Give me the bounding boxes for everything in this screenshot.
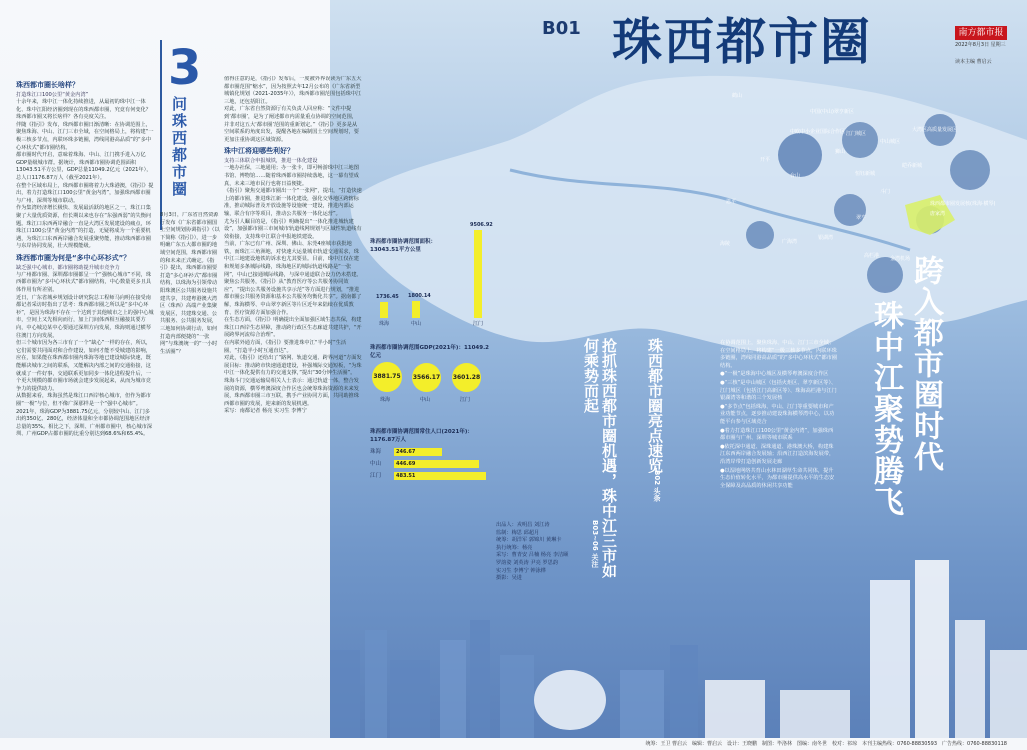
highlight-bullet: ●“多节点”包括珠海、中山、江门等重要城市和产业功能节点，逐步推动建设珠海横琴湾中心，以功能平台参与区域竞合 [720,403,835,425]
headline-guanzhu: 抢抓珠西都市圈机遇，珠中江三市如何乘势而起 [582,338,618,578]
map-label: 珠西都市圈发展核(珠海·横琴) [930,201,996,207]
chart-3-bar: 483.51 [394,472,486,480]
chart-3-bar: 446.69 [394,460,479,468]
chart-3-row [370,460,492,468]
chart-3-bar: 246.67 [394,448,442,456]
lead-column [160,212,220,572]
question-2-subheading: 缺乏强中心城市，都市圈将助提升城市竞争力 [16,264,120,271]
map-label: 唐家湾 [930,211,946,217]
map-label: 中欧中小企业国际合作区 [790,129,846,135]
page-number: B01 [542,18,581,39]
map-label: 狮山 [835,149,846,155]
credit-line: 出品人：戎明昌 刘江涛 [496,522,550,528]
paragraph: 一地办社保，三地通用；办一张卡，即可畅游珠中江三地图书馆、博物馆……随着珠西都市圈持续落地，这一幕有望成真，未来三地市民行也将日益便捷。 [224,165,359,187]
chart-3-category: 珠海 [370,449,382,455]
map-label: 恩平 [726,199,737,205]
map-label: 皑乔新城 [902,163,923,169]
page-footer [0,738,1027,750]
chart-2-circle: 3601.28 [452,363,481,392]
feature-badge-number: 3 [168,40,202,96]
highlights-text [720,340,838,491]
paragraph: 对此，《指引》还给出了“路网、轨道交通、跨界河道”方面发展目标：推动跨市快速通道建设，补强城际交通短板，“为珠中江一体化提供有力的交通支撑，”提出“30分钟生活圈”。 [224,355,362,377]
chart-2-title: 珠西都市圈协调范围GDP(2021年)：11049.2亿元 [370,345,489,359]
map-label: 海陵 [720,241,731,247]
headline-guanzhu-tag: B03~06 关注 [591,520,599,568]
paragraph: 珠海斗门交通运输局相关人士表示：通过轨道一体，整合发展的资源，横琴粤澳深度合作区也会统筹珠海资源的未来发展，珠西都市圈三市互联，携手产业协同方面，共同助推珠西都市圈的发展，迎来新的发展机遇。 [224,377,359,407]
chart-1-bar [474,230,482,318]
article-column-1 [16,78,154,736]
node-circle [778,133,822,177]
chart-2-circle: 3566.17 [412,363,441,392]
chart-2-category: 江门 [460,397,471,403]
node-circle [950,150,990,190]
node-circle [746,221,774,249]
paragraph: 十余年来，珠中江一体化持续推进，从最初的珠中江一体化、珠中江阳经济圈到现在的珠西都市圈，究竟有何变化？珠西都市圈又将长啥样？各有亮度关注。 [16,99,151,121]
paragraph: 伴随《指引》发布，珠西都市圈日渐清晰：在协调范围上，聚焦珠海、中山、江门三市全域，在空间格局上，将构建“一极三核多节点，内联环珠多链圈，湾线同港高品质”的“多中心环状式”都市圈结构。 [16,121,154,151]
paragraph: 当前，广东已有广州、深圳、佛山、东莞4座城市获批地铁，而珠江三角洲地，对快速大运量城市轨道交通需求，珠中江三地建设地铁的诉求也尤其要显。目前，珠中江仅在建和规划多条城际线路，珠海地区的城际轨道线路是“一张网”，中山已接通城际线路，与深中通道联合设力仍未搭建。 [224,241,362,278]
byline: 采写：南都记者 杨亮 实习生 李博宁 [224,408,307,415]
chart-2-category: 珠海 [380,397,391,403]
credit-line: 罗韵姿 刘英涛 尹亮 罗思韵 [496,559,559,566]
map-label: 开平 [760,157,771,163]
credit-line: 摄影：吴进 [496,575,522,582]
chart-1-value: 1736.45 [376,293,399,300]
map-label: 江门城区 [846,131,867,137]
footer-text: 统筹：王卫 曹启云 编辑：曹启云 设计：王晓鹏 制图：毕洛林 图编：南冬世 校对：祁琼 本刊主编热线：0760-88830593 广告热线：0760-88830118 [645,741,1007,747]
paragraph: 值得注意的是，《指引》发布后，一度被外界误读为广东五大都市圈范围“缩水”，因为按照去年12月公布的《广东省新型城镇化规划（2021-2035年）》，珠西都市圈范围包括珠中江三地，还包括阳江。 [224,76,362,105]
chart-2-gdp [370,360,492,410]
brand-logo: 南方都市报 [955,26,1007,40]
map-label: 大湾区高质量发展区 [912,127,958,133]
chart-1-title: 珠西都市圈协调范围面积：13043.51平方公里 [370,239,437,253]
paragraph: 但三个城市因为各三市有了一个“缺心”一样的存在，所以，它们需要共同面对和合作建设，如何才能不受城建的影响，应在，如果能在珠西都市圈内珠海等地已建设城际快速，既能解决城市之间的联系，又能解决内部之间的交通衔接，这就成了一件好事，交通联系更加同步一体化进程提升后，一个更大规模的都市圈市场就会建步发展起来，从而为城市竞争力的提供助力。 [16,340,152,392]
chart-1-category: 珠海 [379,321,390,327]
node-circle [834,194,866,226]
skyline-illustration [330,560,1027,738]
main-headline-1: 跨入都市圈时代 [908,255,943,472]
highlights-intro: 在协调范围上，聚焦珠海、中山、江门三市全域；在空间格局上，将构建“一极三核多节点，内联环珠多链圈，湾线同港高品质”的“多中心环状式”都市圈结构。 [720,340,838,369]
map-label: 鹤山 [732,93,743,99]
question-2-heading: 珠西都市圈为何是“多中心环衫式”？ [16,253,131,262]
chart-3-title: 珠西都市圈协调范围常住人口(2021年)：1176.87万人 [370,429,473,443]
credit-line: 统筹：胡洋军 郭锦川 黄琳卡 [496,537,562,544]
map-label: 台山 [790,173,801,179]
map-label: 中山城区 [880,139,901,145]
chart-2-category: 中山 [420,397,431,403]
question-1-subheading: 打造珠江口100公里“黄金内湾” [16,92,89,98]
feature-badge-title: 问珠西都市圈 [172,95,188,198]
headline-toutiao: 珠西都市圈亮点速览 [646,338,664,473]
chart-2-circle: 3881.75 [372,362,402,392]
highlight-bullet: ●“三核”是中山城区（包括火炬区、翠亨新区等）、江门城区（包括江门高新区等）、珠海高栏港与江门银湖湾等和谐的三个发展核 [720,379,837,402]
chart-1-category: 江门 [473,321,484,327]
chart-3-category: 中山 [370,461,382,467]
chart-3-population [370,448,492,488]
map-label: 翠亨 [856,215,867,221]
paragraph: 作为集湾经济增长极快、发展最活跃的地区之一，珠江口集聚了大量优质资源，但长期以来也存在“东强西弱”的失衡问题。珠江口东西两岸融合一直是大湾区发展建设的痛点，环珠江口100公里“黄金内湾”的打造，无疑将成为一个重要机遇，为珠江口东西两岸融合发展重聚势能，推动珠西都市圈与东岸协同发展，壮大规模能级。 [16,205,152,250]
credit-line: 实习生 李博宁 钟泳桦 [496,567,546,574]
issue-date: 2022年8月3日 星期三 [955,42,1006,48]
main-headline-2: 珠中江聚势腾飞 [868,300,903,517]
editor-line: 读本主编 曹启云 [955,59,992,65]
map-label: 中国(中山)翠亨新区 [810,109,854,115]
lead-paragraph: 8月3日，广东省自然资源厅发布《广东省都市圈国土空间规划协调指引》（以下简称《指引》），进一步明确广东五大都市圈的地域空间范围，珠西都市圈的和未来正式确定。《指引》提出，珠西都市圈要打造“多心环衫式”都市圈结构，以珠海为引领带动阳珠澳区公共服务设施共建共享，共建粤港澳大湾区（珠西）高端产业集聚发展区，共建珠交通、公共服务、公共服务发展，三地如何协调行动，如何打造内部便捷的“一张网”与珠澳统一的“一小时生活圈”？ [160,212,220,355]
credit-line: 监制：梅思 邱超月 [496,529,540,536]
paragraph: 与广州都市圈、深圳都市圈都呈一个“强核心城市”不同，珠西都市圈为“多中心环状式”都市圈结构，中心数量更多且具体作用有所差别。 [16,271,152,294]
page-title: 珠西都市圈 [612,13,872,71]
map-label: 高栏港 [864,253,880,259]
highlight-bullet: ●以湿地网络共育山水林田湖草生命共同体，提升生态价值转化水平，为都市圈提供高水平的生态安全保障及高品质的休闲共享功能 [720,467,835,489]
question-1-heading: 珠西都市圈长啥样？ [16,81,79,89]
chart-1-bar [412,301,420,318]
paragraph: 在内联外通方面，《指引》要推进珠中江“半小时”生活圈，“打造半小时互通直达”。 [224,340,347,354]
paragraph: 近日，广东省城乡规划设计研究院总工程师马向明在接受南都记者采访时指出了思考：珠西都市圈之所以是“多中心环衫”，是因为珠海不存在一个达到于其他城市之上的强中心城市，空间上又先相向而行，加上门间体西相互融接其要方向，中心城边某中心要通过深圳方向发展，珠海则通过横琴往澳门方向发展。 [16,294,154,339]
map-label: 恒钰新城 [855,171,876,177]
paragraph: 在整个区域布局上，珠西都市圈将着力大珠港澳，《指引》提出，着力打造珠江口100公里“黄金内湾”，加强珠西都市圈与广州、深圳等城市联动。 [16,182,154,204]
credit-line: 采写：曹青安 吕楠 杨亮 李洁颐 [496,552,569,559]
map-label: 银湖湾 [818,235,834,241]
chart-1-bar [380,302,388,318]
chart-1-category: 中山 [411,321,422,327]
paragraph: 对此，广东省自然资源厅有关负责人回应称：“文件中提到‘都市圈’，是为了阐述都市内需量重点协调的空间范围，并非对这五大‘都市圈’范围的重新划定。”《指引》更多是从空间联系的角度出发，提醒各地在编制国土空间规划时，要更加注重协调这区域资源。 [224,106,359,143]
paragraph: 《指引》聚焦交通都市圈出一个“一张网”，提出，“打造快速上的都市圈，推进珠江新一体化建设，强化交界地区跨辖标准，推动城际普及开放设施等设施统一建设，推进内部运输，联合有序等项目，推动公共服务一体化运营”。 [224,188,362,217]
chart-3-category: 江门 [370,473,382,479]
stats-charts [370,222,492,542]
highlight-bullet: ●“一极”是珠海中心城区及横琴粤澳深度合作区 [720,371,829,378]
paragraph: 在生态方面，《指引》明确提出全面加强区域生态共保，构建珠江口西岸生态屏障，推动跨行政区生态廊道共建共护，“开展跨界河流综合治理”。 [224,317,362,339]
headline-toutiao-tag: B02 头条 [653,470,661,502]
chart-3-row [370,472,492,480]
question-3-subheading: 支持三体联合申报城铁，推进一体化建设 [224,158,318,165]
chart-1-value: 9506.92 [470,222,493,228]
paragraph: 从数据来看，珠海虽然是珠江口西岸核心城市，但作为都市圈“一极”与位，但不像广深那样是一个“强中心城市”。2021年，珠海GDP为3881.75亿元，分别较中山、江门多出约350亿、280亿，经济体量和全市都协调范围地区经济总量的35%。相比之下，深圳、广州都市圈中，核心城市深圳、广州GDP占都市圈的比重分别达到68.6%和65.4%。 [16,393,153,438]
paragraph: 都市圈时代开启，意味着珠海、中山、江门携手进入万亿GDP量级城市群。据统计，珠西都市圈协调范围面积13043.51平方公里，GDP总量11049.2亿元（2021年），总人口1176.87万人（截至2021年）。 [16,152,152,181]
paragraph: 聚焦公共服务，《指引》从“教育医疗等公共服务协同效应”，“提出公共服务设施共享示范”等方面进行规划，“推进都市圈公共服务资源和基本公共服务均衡化共享”。据南都了解，珠海横琴、中山翠亨新区等片区近年来陆续在优质教育、医疗资源方面加强合作。 [224,279,362,316]
credit-line: 执行统筹：杨亮 [496,544,533,551]
chart-3-row [370,448,492,456]
map-label: 广海湾 [782,239,798,245]
map-label: 斗门 [880,189,891,195]
map-label: 金湾机场 [890,256,911,262]
node-circle [867,257,903,293]
highlight-bullet: ●依托深中通道、深珠通道、港珠澳大桥，构建珠江东西两岸融合发展轴；沿西江打造滨海发展带，沿湾岸带打造创新发展走廊 [720,443,835,465]
chart-1-value: 1800.14 [408,293,431,300]
highlight-bullet: ●着力打造珠江口100公里“黄金内湾”，加强珠西都市圈与广州、深圳等城市联系 [720,427,834,442]
chart-1-area [370,222,493,327]
question-3-heading: 珠中江将迎哪些利好？ [224,147,294,156]
paragraph: 尤为引人瞩目的是，《指引》明确提出“一体化推进城轨建设”，加强都市圈三市间城市轨道线网规划与区域性轨道线有效衔接，支持珠中江联合申报地铁建设。 [224,218,362,240]
node-circle [842,122,878,158]
